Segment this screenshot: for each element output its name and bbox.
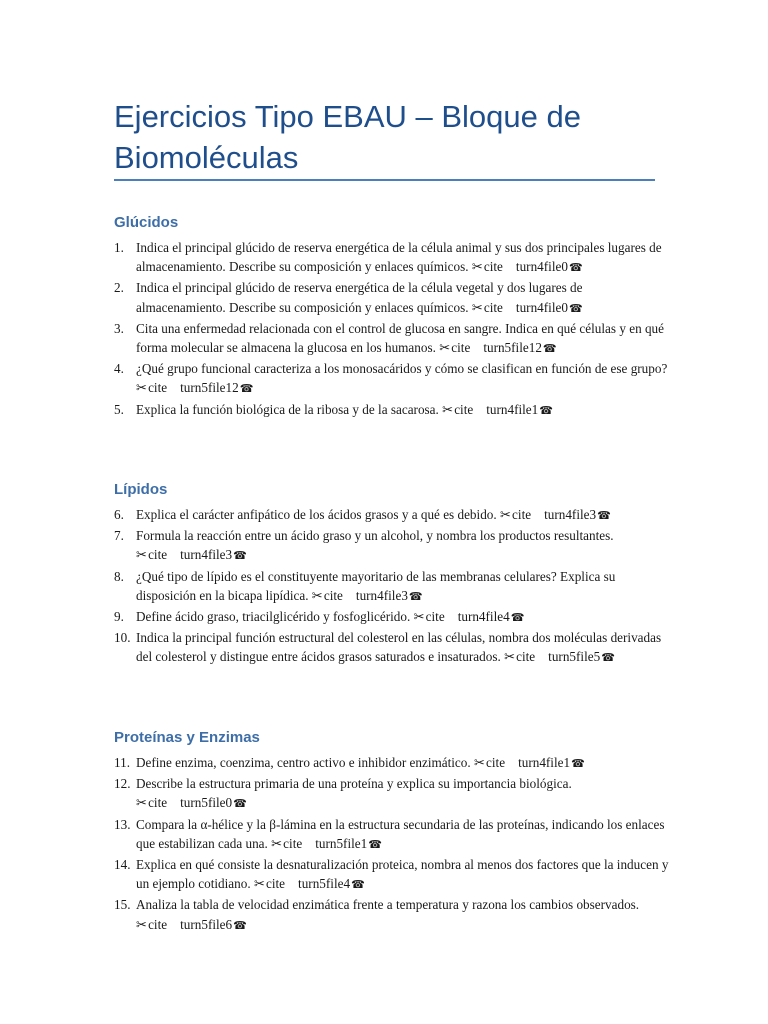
scissors-icon: ✂: [499, 507, 512, 522]
citation-marker: [136, 547, 247, 562]
cite-label: cite: [512, 507, 532, 522]
question-item: [114, 505, 674, 526]
scissors-icon: ✂: [439, 340, 451, 356]
question-item: [114, 526, 674, 566]
question-item: [114, 753, 674, 774]
question-number: 13.: [114, 816, 131, 832]
scissors-icon: ✂: [473, 755, 486, 770]
scissors-icon: ✂: [471, 259, 483, 275]
section-heading: Lípidos: [114, 481, 168, 498]
section-heading: Glúcidos: [114, 214, 179, 231]
citation-ref: turn4file3: [355, 587, 408, 603]
citation-marker: [136, 380, 253, 395]
citation-ref: turn5file0: [180, 795, 233, 811]
section-heading: Proteínas y Enzimas: [114, 729, 260, 746]
question-number: 8.: [114, 568, 124, 584]
phone-icon: ☎: [510, 612, 525, 625]
citation-marker: [254, 876, 365, 891]
question-list: [114, 238, 674, 421]
phone-icon: ☎: [239, 383, 254, 396]
phone-icon: ☎: [571, 758, 585, 770]
cite-label: cite: [454, 401, 474, 417]
scissors-icon: ✂: [271, 835, 283, 851]
citation-ref: turn5file12: [483, 340, 542, 356]
phone-icon: ☎: [542, 343, 557, 356]
citation-marker: [442, 402, 553, 417]
question-item: [114, 815, 674, 855]
question-text: ¿Qué grupo funcional caracteriza a los monosacáridos y cómo se clasifican en función de ese grupo?: [136, 361, 668, 377]
phone-icon: ☎: [601, 652, 615, 665]
scissors-icon: ✂: [471, 299, 483, 315]
question-number: 7.: [114, 528, 124, 544]
title-underline: [114, 179, 655, 181]
phone-icon: ☎: [368, 838, 382, 851]
phone-icon: ☎: [233, 798, 247, 811]
question-text: Indica el principal glúcido de reserva energética de la célula animal y sus dos principales lugares de almacenamiento. Describe su composición y enlaces químicos.: [136, 240, 662, 275]
question-number: 2.: [114, 280, 124, 296]
question-item: [114, 319, 674, 359]
citation-ref: turn4file0: [515, 259, 568, 275]
scissors-icon: ✂: [253, 876, 265, 892]
question-number: 1.: [114, 240, 124, 255]
scissors-icon: ✂: [504, 649, 516, 665]
question-number: 15.: [114, 897, 131, 913]
question-item: [114, 628, 674, 668]
question-number: 9.: [114, 609, 124, 625]
cite-label: cite: [483, 299, 503, 315]
cite-label: cite: [266, 876, 286, 892]
question-item: [114, 400, 674, 421]
citation-marker: [136, 917, 247, 932]
phone-icon: ☎: [351, 879, 365, 892]
citation-marker: [271, 836, 382, 851]
section-lipidos: [114, 480, 674, 669]
question-text: Indica la principal función estructural del colesterol en las células, nombra dos moléculas derivadas del colesterol y distingue entre ácidos grasos saturados e insaturados.: [136, 630, 662, 665]
question-list: [114, 505, 674, 669]
question-text: Formula la reacción entre un ácido graso y un alcohol, y nombra los productos resultantes.: [136, 528, 614, 544]
question-text: ¿Qué tipo de lípido es el constituyente mayoritario de las membranas celulares? Explica su disposición en la bicapa lipídica.: [136, 568, 616, 603]
question-text: Compara la α-hélice y la β-lámina en la estructura secundaria de las proteínas, indicando los enlaces que estabilizan cada una.: [136, 816, 665, 851]
citation-marker: [414, 609, 525, 624]
question-list: [114, 753, 674, 936]
citation-ref: turn5file6: [180, 916, 233, 932]
question-text: Cita una enfermedad relacionada con el control de glucosa en sangre. Indica en qué células y en qué forma molecular se almacena la glucosa en los humanos.: [136, 320, 665, 356]
question-number: 14.: [114, 857, 131, 873]
question-text: Define enzima, coenzima, centro activo e inhibidor enzimático.: [136, 755, 474, 770]
scissors-icon: ✂: [442, 401, 454, 417]
citation-ref: turn5file5: [548, 649, 601, 665]
citation-ref: turn4file1: [486, 401, 539, 417]
phone-icon: ☎: [539, 404, 553, 417]
citation-ref: turn4file1: [518, 755, 571, 770]
phone-icon: ☎: [233, 550, 247, 563]
phone-icon: ☎: [568, 302, 583, 315]
question-text: Indica el principal glúcido de reserva energética de la célula vegetal y dos lugares de almacenamiento. Describe su composición y enlaces químicos.: [136, 280, 583, 315]
cite-label: cite: [283, 835, 303, 851]
citation-ref: turn4file3: [544, 507, 597, 522]
citation-marker: [439, 340, 556, 355]
scissors-icon: ✂: [136, 916, 148, 932]
scissors-icon: ✂: [136, 795, 148, 811]
cite-label: cite: [486, 755, 506, 770]
question-number: 12.: [114, 776, 131, 792]
citation-ref: turn4file4: [457, 609, 510, 625]
citation-marker: [136, 795, 247, 810]
question-text: Explica en qué consiste la desnaturalización proteica, nombra al menos dos factores que la inducen y un ejemplo cotidiano.: [136, 857, 669, 892]
citation-ref: turn4file0: [515, 299, 568, 315]
cite-label: cite: [516, 649, 536, 665]
cite-label: cite: [148, 547, 168, 563]
citation-ref: turn5file4: [298, 876, 351, 892]
scissors-icon: ✂: [413, 609, 425, 625]
citation-marker: [504, 649, 615, 664]
cite-label: cite: [425, 609, 445, 625]
question-text: Analiza la tabla de velocidad enzimática frente a temperatura y razona los cambios observados.: [136, 897, 640, 913]
question-number: 3.: [114, 320, 124, 336]
phone-icon: ☎: [408, 590, 423, 603]
phone-icon: ☎: [568, 262, 583, 275]
citation-marker: [500, 507, 611, 522]
cite-label: cite: [323, 587, 343, 603]
question-item: [114, 567, 674, 607]
question-item: [114, 895, 674, 935]
citation-marker: [472, 259, 583, 274]
citation-ref: turn5file12: [180, 380, 239, 396]
question-text: Explica el carácter anfipático de los ácidos grasos y a qué es debido.: [136, 507, 500, 522]
citation-ref: turn5file1: [315, 835, 368, 851]
cite-label: cite: [148, 380, 168, 396]
section-glucidos: [114, 213, 674, 421]
citation-marker: [474, 755, 585, 770]
question-item: [114, 359, 674, 399]
question-item: [114, 607, 674, 628]
cite-label: cite: [148, 795, 168, 811]
page-title: Ejercicios Tipo EBAU – Bloque de Biomoléculas: [114, 99, 581, 175]
question-text: Explica la función biológica de la ribosa y de la sacarosa.: [136, 401, 443, 417]
cite-label: cite: [451, 340, 471, 356]
question-number: 11.: [114, 755, 130, 770]
phone-icon: ☎: [233, 919, 247, 932]
question-number: 4.: [114, 361, 124, 377]
scissors-icon: ✂: [136, 380, 148, 396]
section-proteinas: [114, 728, 674, 936]
scissors-icon: ✂: [311, 587, 323, 603]
cite-label: cite: [148, 916, 168, 932]
question-item: [114, 774, 674, 814]
citation-ref: turn4file3: [180, 547, 233, 563]
cite-label: cite: [483, 259, 503, 275]
question-number: 10.: [114, 630, 131, 646]
question-item: [114, 238, 674, 278]
citation-marker: [472, 300, 583, 315]
scissors-icon: ✂: [136, 547, 148, 563]
question-item: [114, 278, 674, 318]
question-text: Describe la estructura primaria de una proteína y explica su importancia biológica.: [136, 776, 572, 792]
question-item: [114, 855, 674, 895]
phone-icon: ☎: [597, 510, 611, 522]
question-number: 5.: [114, 401, 124, 417]
citation-marker: [312, 588, 423, 603]
question-number: 6.: [114, 507, 124, 522]
question-text: Define ácido graso, triacilglicérido y fosfoglicérido.: [136, 609, 414, 625]
